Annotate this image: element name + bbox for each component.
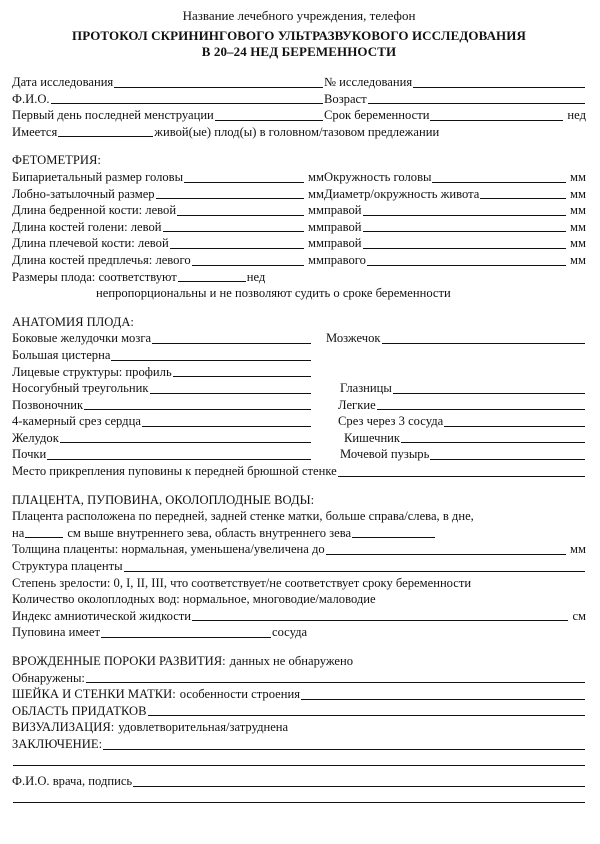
thickness-label: Толщина плаценты: нормальная, уменьшена/увеличена до [12, 542, 325, 557]
maturity-line: Степень зрелости: 0, I, II, III, что соответствует/не соответствует сроку беременности [12, 575, 472, 590]
ofd-label: Лобно-затылочный размер [12, 186, 155, 201]
mm-unit: мм [308, 219, 324, 234]
fetus-count-field[interactable] [58, 124, 153, 137]
visualization-label: ВИЗУАЛИЗАЦИЯ: [12, 720, 115, 735]
cisterna-field[interactable] [111, 348, 311, 361]
structure-label: Структура плаценты [12, 559, 123, 574]
na-label: на [12, 525, 25, 540]
hc-field[interactable] [432, 170, 566, 183]
four-chamber-label: 4-камерный срез сердца [12, 414, 141, 429]
three-vessel-field[interactable] [444, 414, 585, 427]
femur-right-field[interactable] [363, 203, 567, 216]
profile-label: Лицевые структуры: профиль [12, 364, 172, 379]
four-chamber-field[interactable] [142, 414, 311, 427]
orbits-label: Глазницы [340, 381, 392, 396]
tibia-right-field[interactable] [363, 219, 567, 232]
number-label: № исследования [324, 75, 413, 89]
cervix-field[interactable] [301, 687, 585, 700]
bowel-label: Кишечник [344, 430, 401, 445]
sizes-unit: нед [246, 269, 266, 284]
spine-field[interactable] [84, 397, 311, 410]
fio-label: Ф.И.О. [12, 91, 50, 106]
conclusion-label: ЗАКЛЮЧЕНИЕ: [12, 736, 103, 751]
mm-unit: мм [308, 186, 324, 201]
adnexa-field[interactable] [148, 703, 585, 716]
term-unit: нед [567, 108, 586, 123]
protocol-subtitle: В 20–24 НЕД БЕРЕМЕННОСТИ [201, 44, 397, 59]
found-field[interactable] [86, 670, 585, 683]
cord-unit: сосуда [271, 625, 308, 640]
femur-right-label: правой [324, 203, 362, 218]
fluid-line: Количество околоплодных вод: нормальное, многоводие/маловодие [12, 592, 376, 607]
humerus-left-label: Длина плечевой кости: левой [12, 236, 169, 251]
mm-unit: мм [570, 203, 586, 218]
tibia-left-label: Длина костей голени: левой [12, 219, 162, 234]
doctor-signature-field[interactable] [133, 774, 585, 787]
stomach-label: Желудок [12, 430, 59, 445]
sizes-note: непропорциональны и не позволяют судить о сроке беременности [96, 286, 451, 301]
cord-vessels-field[interactable] [101, 625, 271, 638]
mm-unit: мм [570, 236, 586, 251]
general-row-4 [12, 124, 586, 141]
doctor-label: Ф.И.О. врача, подпись [12, 774, 133, 789]
bowel-field[interactable] [401, 430, 585, 443]
cerebellum-field[interactable] [382, 331, 586, 344]
cord-insertion-label: Место прикрепления пуповины к передней брюшной стенке [12, 464, 337, 479]
structure-field[interactable] [124, 559, 585, 572]
spine-label: Позвоночник [12, 397, 84, 412]
afi-label: Индекс амниотической жидкости [12, 608, 192, 623]
adnexa-label: ОБЛАСТЬ ПРИДАТКОВ [12, 703, 147, 718]
cord-label: Пуповина имеет [12, 625, 100, 640]
signature-extra-line[interactable] [13, 790, 585, 803]
number-field[interactable] [413, 75, 585, 88]
placenta-heading: ПЛАЦЕНТА, ПУПОВИНА, ОКОЛОПЛОДНЫЕ ВОДЫ: [12, 492, 315, 507]
afi-unit: см [572, 608, 586, 623]
kidneys-field[interactable] [47, 447, 311, 460]
cervix-label: ШЕЙКА И СТЕНКИ МАТКИ: [12, 687, 176, 702]
mm-unit: мм [570, 219, 586, 234]
fetal-size-row [12, 269, 586, 286]
mm-unit: мм [570, 186, 586, 201]
ofd-field[interactable] [156, 186, 304, 199]
fio-field[interactable] [51, 91, 323, 104]
placenta-distance-field[interactable] [25, 525, 63, 538]
fetus-label: живой(ые) плод(ы) в головном/тазовом предлежании [154, 124, 440, 139]
nasolabial-label: Носогубный треугольник [12, 381, 149, 396]
general-row-2 [12, 91, 586, 108]
age-field[interactable] [368, 91, 585, 104]
age-label: Возраст [324, 91, 367, 106]
mm-unit: мм [308, 169, 324, 184]
has-label: Имеется [12, 124, 58, 139]
profile-field[interactable] [173, 364, 311, 377]
bladder-field[interactable] [430, 447, 585, 460]
general-row-1 [12, 74, 586, 91]
internal-os-field[interactable] [352, 525, 435, 538]
ventricles-field[interactable] [152, 331, 311, 344]
cm-above-label: см выше внутреннего зева, область внутреннего зева [67, 525, 352, 540]
forearm-left-field[interactable] [192, 253, 304, 266]
lmp-label: Первый день последней менструации [12, 108, 214, 123]
institution-line: Название лечебного учреждения, телефон [182, 8, 416, 23]
humerus-left-field[interactable] [170, 236, 304, 249]
lungs-field[interactable] [377, 397, 585, 410]
lungs-label: Легкие [338, 397, 376, 412]
term-label: Срок беременности [324, 108, 430, 123]
malformations-label: ВРОЖДЕННЫЕ ПОРОКИ РАЗВИТИЯ: [12, 654, 226, 668]
date-label: Дата исследования [12, 75, 114, 89]
nasolabial-field[interactable] [150, 381, 311, 394]
malformations-value: данных не обнаружено [229, 654, 353, 668]
kidneys-label: Почки [12, 447, 47, 462]
mm-unit: мм [308, 236, 324, 251]
protocol-title: ПРОТОКОЛ СКРИНИНГОВОГО УЛЬТРАЗВУКОВОГО ИССЛЕДОВАНИЯ [72, 28, 526, 43]
orbits-field[interactable] [393, 381, 585, 394]
cisterna-label: Большая цистерна [12, 347, 111, 362]
sizes-field[interactable] [178, 269, 246, 282]
ventricles-label: Боковые желудочки мозга [12, 331, 152, 346]
forearm-left-label: Длина костей предплечья: левого [12, 252, 191, 267]
sizes-label: Размеры плода: соответствуют [12, 269, 177, 284]
conclusion-field[interactable] [103, 737, 585, 750]
mm-unit: мм [308, 203, 324, 218]
cervix-value: особенности строения [179, 687, 301, 702]
thickness-unit: мм [570, 542, 586, 557]
hc-label: Окружность головы [324, 169, 432, 184]
cerebellum-label: Мозжечок [326, 331, 381, 346]
tibia-left-field[interactable] [163, 219, 305, 232]
bpd-label: Бипариетальный размер головы [12, 169, 184, 184]
conclusion-extra-line[interactable] [13, 753, 585, 766]
ac-field[interactable] [480, 186, 566, 199]
mm-unit: мм [570, 169, 586, 184]
tibia-right-label: правой [324, 219, 362, 234]
three-vessel-label: Срез через 3 сосуда [338, 414, 444, 429]
anatomy-heading: АНАТОМИЯ ПЛОДА: [12, 314, 134, 329]
bladder-label: Мочевой пузырь [340, 447, 430, 462]
term-field[interactable] [430, 108, 563, 121]
visualization-value: удовлетворительная/затруднена [118, 720, 289, 735]
mm-unit: мм [308, 252, 324, 267]
placenta-location: Плацента расположена по передней, задней стенке матки, больше справа/слева, в дне, [12, 509, 474, 524]
lmp-field[interactable] [215, 108, 323, 121]
stomach-field[interactable] [60, 430, 311, 443]
date-field[interactable] [114, 75, 323, 88]
fetometry-heading: ФЕТОМЕТРИЯ: [12, 153, 101, 168]
forearm-right-field[interactable] [367, 253, 566, 266]
found-label: Обнаружены: [12, 670, 85, 685]
mm-unit: мм [570, 252, 586, 267]
femur-left-field[interactable] [177, 203, 304, 216]
ac-label: Диаметр/окружность живота [324, 186, 480, 201]
general-row-3 [12, 107, 586, 124]
bpd-field[interactable] [184, 170, 304, 183]
femur-left-label: Длина бедренной кости: левой [12, 203, 177, 218]
thickness-field[interactable] [326, 542, 566, 555]
forearm-right-label: правого [324, 252, 366, 267]
humerus-right-label: правой [324, 236, 362, 251]
cord-insertion-field[interactable] [338, 464, 585, 477]
humerus-right-field[interactable] [363, 236, 567, 249]
afi-field[interactable] [192, 608, 568, 621]
